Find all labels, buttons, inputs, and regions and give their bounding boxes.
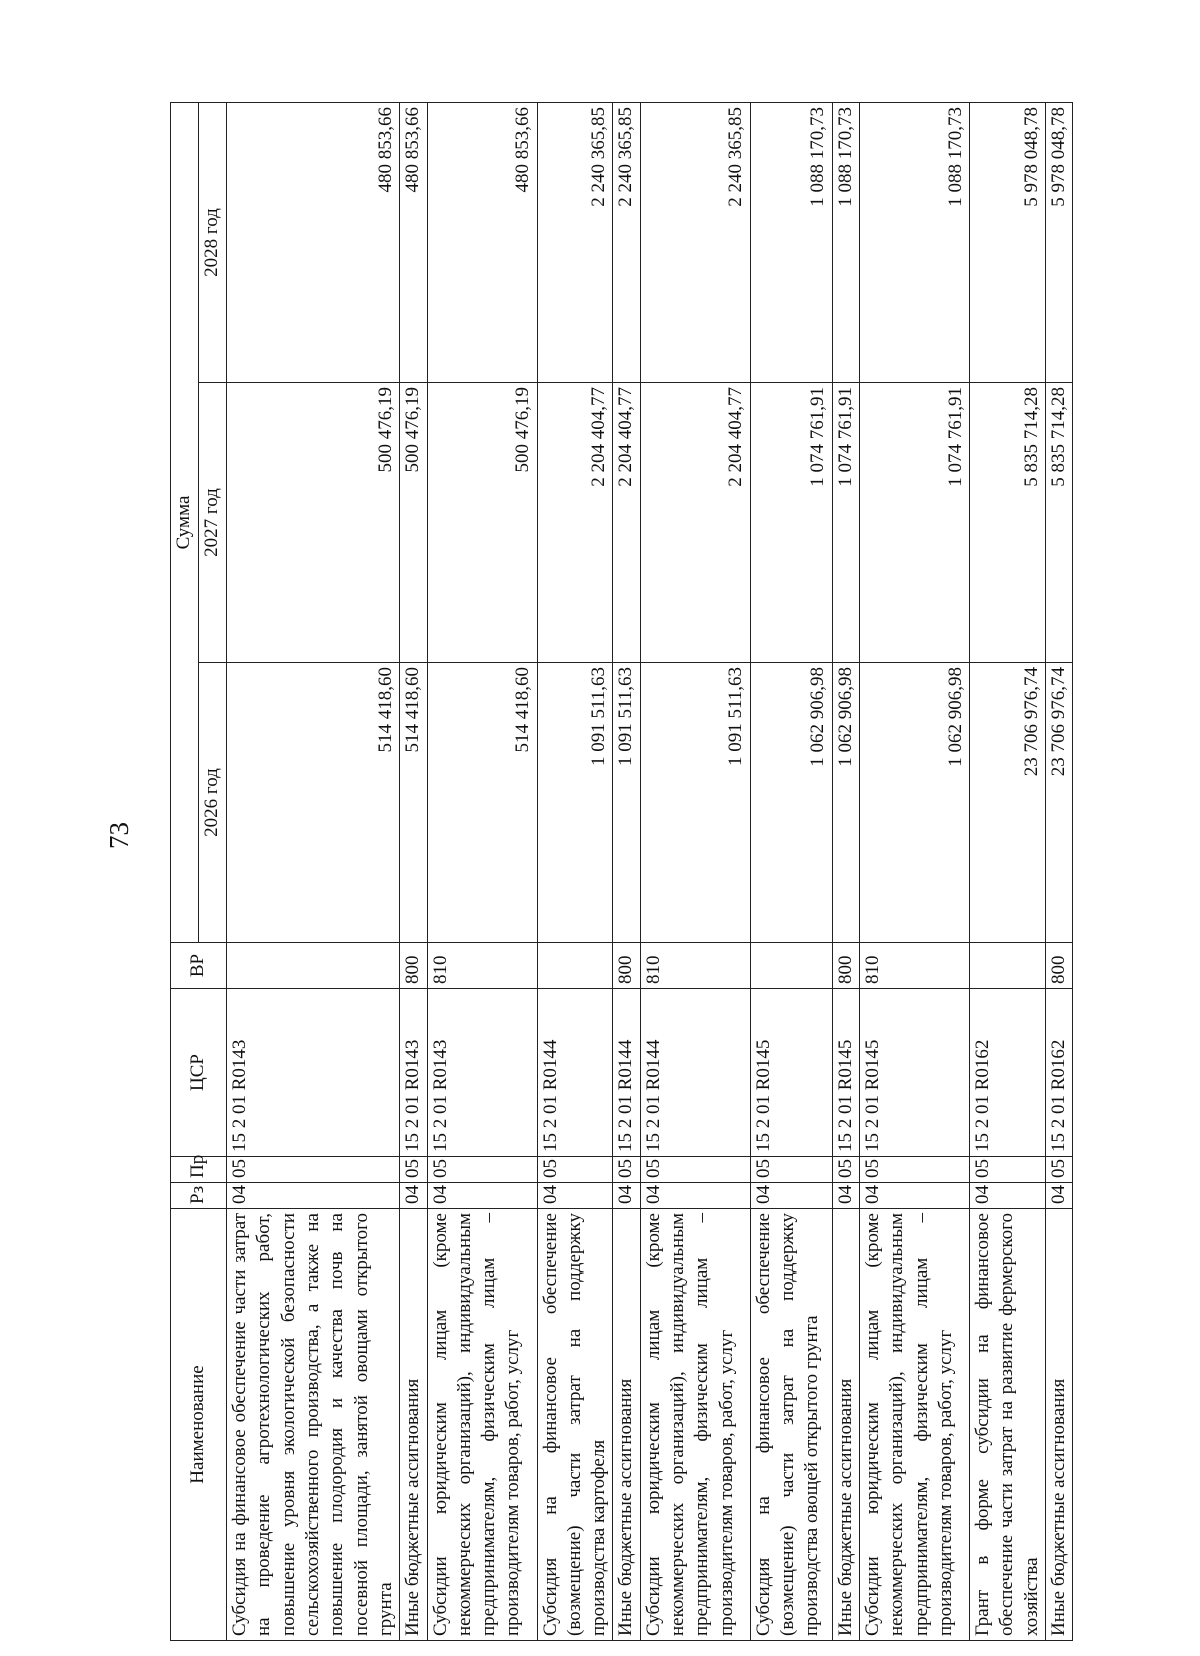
row-pr-cell: 05 [750,1157,832,1183]
row-2027-cell: 5 835 714,28 [970,383,1046,663]
header-row-top [171,103,199,1641]
table-body [227,103,1073,1641]
row-2028-cell: 2 240 365,85 [640,103,750,383]
table-row [860,103,970,1641]
row-2027-cell: 1 074 761,91 [832,383,859,663]
row-pr-cell: 05 [970,1157,1046,1183]
row-name-cell: Иные бюджетные ассигнования [832,1209,859,1641]
row-2028-cell: 480 853,66 [427,103,537,383]
row-2027-cell: 1 074 761,91 [860,383,970,663]
row-rz-cell: 04 [1046,1183,1073,1209]
row-csr-cell: 15 2 01 R0144 [613,989,640,1157]
row-rz-cell: 04 [613,1183,640,1209]
row-2027-cell: 500 476,19 [227,383,400,663]
table-row [750,103,832,1641]
table-row [1046,103,1073,1641]
row-vr-cell: 810 [640,943,750,989]
budget-table [170,102,1073,1641]
header-sum: Сумма [171,103,199,943]
row-2028-cell: 2 240 365,85 [537,103,613,383]
row-csr-cell: 15 2 01 R0143 [227,989,400,1157]
row-csr-cell: 15 2 01 R0162 [970,989,1046,1157]
row-2028-cell: 5 978 048,78 [1046,103,1073,383]
header-year-2027: 2027 год [199,383,227,663]
row-2026-cell: 514 418,60 [227,663,400,943]
row-2026-cell: 1 091 511,63 [537,663,613,943]
row-name-cell: Иные бюджетные ассигнования [613,1209,640,1641]
row-csr-cell: 15 2 01 R0143 [400,989,427,1157]
header-year-2026: 2026 год [199,663,227,943]
row-2026-cell: 1 091 511,63 [613,663,640,943]
row-pr-cell: 05 [832,1157,859,1183]
row-pr-cell: 05 [400,1157,427,1183]
row-name-cell: Субсидия на финансовое обеспечение части затрат на проведение агротехнологических работ, повышение уровня экологической безопасности сельскохозяйственного производства, а также на повышение плодородия и качества почв на посевной площади, занятой овощами открытого грунта [227,1209,400,1641]
row-vr-cell [227,943,400,989]
row-vr-cell: 800 [1046,943,1073,989]
row-csr-cell: 15 2 01 R0144 [537,989,613,1157]
table-row [613,103,640,1641]
row-2028-cell: 480 853,66 [227,103,400,383]
row-pr-cell: 05 [860,1157,970,1183]
table-row [640,103,750,1641]
row-name-cell: Иные бюджетные ассигнования [1046,1209,1073,1641]
row-2027-cell: 1 074 761,91 [750,383,832,663]
row-2028-cell: 480 853,66 [400,103,427,383]
table-row [537,103,613,1641]
row-csr-cell: 15 2 01 R0144 [640,989,750,1157]
row-pr-cell: 05 [640,1157,750,1183]
row-2027-cell: 500 476,19 [400,383,427,663]
row-2027-cell: 5 835 714,28 [1046,383,1073,663]
row-2028-cell: 2 240 365,85 [613,103,640,383]
row-2026-cell: 1 062 906,98 [750,663,832,943]
row-2028-cell: 1 088 170,73 [832,103,859,383]
row-vr-cell [970,943,1046,989]
row-2028-cell: 5 978 048,78 [970,103,1046,383]
row-2027-cell: 500 476,19 [427,383,537,663]
row-2026-cell: 23 706 976,74 [970,663,1046,943]
row-rz-cell: 04 [427,1183,537,1209]
row-2026-cell: 1 062 906,98 [832,663,859,943]
row-name-cell: Субсидия на финансовое обеспечение (возмещение) части затрат на поддержку производства картофеля [537,1209,613,1641]
row-vr-cell: 810 [427,943,537,989]
row-vr-cell [537,943,613,989]
table-row [970,103,1046,1641]
row-2026-cell: 23 706 976,74 [1046,663,1073,943]
row-rz-cell: 04 [970,1183,1046,1209]
table-row [427,103,537,1641]
row-rz-cell: 04 [537,1183,613,1209]
row-2026-cell: 514 418,60 [400,663,427,943]
table-row [400,103,427,1641]
row-csr-cell: 15 2 01 R0143 [427,989,537,1157]
row-2026-cell: 514 418,60 [427,663,537,943]
header-vr: ВР [171,943,227,989]
row-pr-cell: 05 [227,1157,400,1183]
row-name-cell: Субсидии юридическим лицам (кроме некоммерческих организаций), индивидуальным предпринимателям, физическим лицам – производителям товаров, работ, услуг [427,1209,537,1641]
row-csr-cell: 15 2 01 R0145 [750,989,832,1157]
row-rz-cell: 04 [750,1183,832,1209]
row-name-cell: Субсидии юридическим лицам (кроме некоммерческих организаций), индивидуальным предпринимателям, физическим лицам – производителям товаров, работ, услуг [860,1209,970,1641]
row-2028-cell: 1 088 170,73 [750,103,832,383]
row-csr-cell: 15 2 01 R0162 [1046,989,1073,1157]
row-csr-cell: 15 2 01 R0145 [832,989,859,1157]
table-row [832,103,859,1641]
header-year-2028: 2028 год [199,103,227,383]
row-pr-cell: 05 [537,1157,613,1183]
row-2026-cell: 1 062 906,98 [860,663,970,943]
header-name: Наименование [171,1209,227,1641]
row-pr-cell: 05 [613,1157,640,1183]
row-vr-cell: 810 [860,943,970,989]
row-2028-cell: 1 088 170,73 [860,103,970,383]
row-name-cell: Субсидия на финансовое обеспечение (возмещение) части затрат на поддержку производства овощей открытого грунта [750,1209,832,1641]
header-csr: ЦСР [171,989,227,1157]
row-rz-cell: 04 [640,1183,750,1209]
row-vr-cell [750,943,832,989]
row-name-cell: Грант в форме субсидии на финансовое обеспечение части затрат на развитие фермерского хозяйства [970,1209,1046,1641]
row-pr-cell: 05 [427,1157,537,1183]
row-rz-cell: 04 [860,1183,970,1209]
row-rz-cell: 04 [832,1183,859,1209]
row-rz-cell: 04 [400,1183,427,1209]
budget-table-wrapper [170,103,1069,1641]
header-pr: Пр [171,1157,227,1183]
row-rz-cell: 04 [227,1183,400,1209]
row-csr-cell: 15 2 01 R0145 [860,989,970,1157]
row-name-cell: Иные бюджетные ассигнования [400,1209,427,1641]
row-2027-cell: 2 204 404,77 [613,383,640,663]
row-pr-cell: 05 [1046,1157,1073,1183]
row-2027-cell: 2 204 404,77 [537,383,613,663]
row-vr-cell: 800 [613,943,640,989]
table-row [227,103,400,1641]
row-vr-cell: 800 [400,943,427,989]
header-rz: Рз [171,1183,227,1209]
row-2026-cell: 1 091 511,63 [640,663,750,943]
row-name-cell: Субсидии юридическим лицам (кроме некоммерческих организаций), индивидуальным предпринимателям, физическим лицам – производителям товаров, работ, услуг [640,1209,750,1641]
row-2027-cell: 2 204 404,77 [640,383,750,663]
row-vr-cell: 800 [832,943,859,989]
page-number: 73 [104,822,134,849]
